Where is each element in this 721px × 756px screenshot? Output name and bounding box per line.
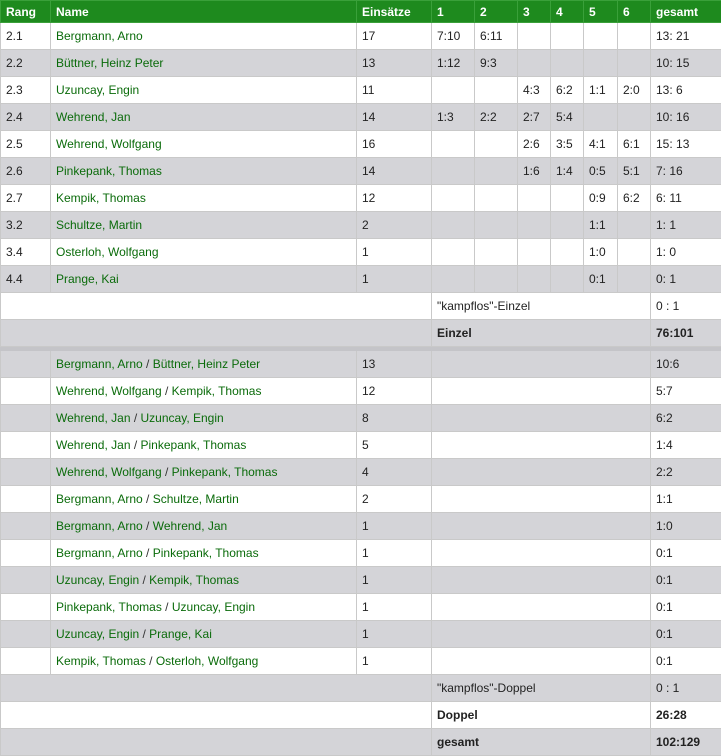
pair-separator: / [143,357,153,371]
set-score-cell [551,50,584,77]
set-score-cell [475,185,518,212]
einsaetze-cell: 8 [357,405,432,432]
pair-separator: / [162,465,172,479]
set-score-cell [475,77,518,104]
set-score-cell: 2:2 [475,104,518,131]
set-score-cell: 6:1 [618,131,651,158]
empty-cell [1,594,51,621]
player-link[interactable]: Pinkepank, Thomas [141,438,247,452]
kampflos-value: 0 : 1 [651,293,721,320]
empty-cell [432,648,651,675]
gesamt-cell: 6: 11 [651,185,721,212]
empty-cell [432,594,651,621]
doubles-name-cell [51,432,357,459]
einsaetze-cell: 13 [357,50,432,77]
player-link[interactable]: Uzuncay, Engin [172,600,255,614]
doubles-name-cell [51,486,357,513]
set-score-cell [618,50,651,77]
header-row [1,1,721,23]
player-link[interactable]: Wehrend, Wolfgang [56,465,162,479]
player-link[interactable]: Uzuncay, Engin [141,411,224,425]
einzel-label: Einzel [432,320,651,347]
player-link[interactable]: Kempik, Thomas [56,654,146,668]
set-score-cell [475,239,518,266]
player-link[interactable]: Wehrend, Wolfgang [56,384,162,398]
player-link[interactable]: Pinkepank, Thomas [56,600,162,614]
set-score-cell [475,266,518,293]
set-score-cell: 1:0 [584,239,618,266]
doubles-name-cell [51,540,357,567]
gesamt-cell: 13: 21 [651,23,721,50]
empty-cell [1,405,51,432]
empty-cell [432,486,651,513]
gesamt-cell: 6:2 [651,405,721,432]
set-score-cell [518,212,551,239]
col-header: 6 [618,1,651,23]
set-score-cell: 5:1 [618,158,651,185]
set-score-cell: 1:6 [518,158,551,185]
einsaetze-cell: 16 [357,131,432,158]
set-score-cell [518,266,551,293]
empty-cell [432,459,651,486]
pair-separator: / [162,600,172,614]
player-link[interactable]: Wehrend, Wolfgang [51,131,357,158]
set-score-cell [551,212,584,239]
einsaetze-cell: 4 [357,459,432,486]
col-header: 5 [584,1,618,23]
col-header: Rang [1,1,51,23]
player-link[interactable]: Wehrend, Jan [56,438,131,452]
gesamt-cell: 0:1 [651,567,721,594]
player-link[interactable]: Osterloh, Wolfgang [51,239,357,266]
set-score-cell: 2:0 [618,77,651,104]
set-score-cell [618,104,651,131]
gesamt-cell: 1:4 [651,432,721,459]
einsaetze-cell: 5 [357,432,432,459]
player-link[interactable]: Bergmann, Arno [56,492,143,506]
einsaetze-cell: 14 [357,158,432,185]
gesamt-cell: 1:1 [651,486,721,513]
empty-cell [1,729,432,756]
doubles-name-cell [51,459,357,486]
doubles-kampflos-row [1,675,721,702]
set-score-cell [432,131,475,158]
player-link[interactable]: Kempik, Thomas [172,384,262,398]
doubles-name-cell [51,648,357,675]
empty-cell [1,540,51,567]
player-link[interactable]: Bergmann, Arno [56,519,143,533]
player-link[interactable]: Uzuncay, Engin [56,627,139,641]
pair-separator: / [131,438,141,452]
doubles-row [1,405,721,432]
gesamt-cell: 0:1 [651,594,721,621]
empty-cell [1,621,51,648]
einsaetze-cell: 2 [357,486,432,513]
set-score-cell [618,239,651,266]
gesamt-cell: 15: 13 [651,131,721,158]
einsaetze-cell: 1 [357,567,432,594]
empty-cell [432,567,651,594]
gesamt-cell: 10: 16 [651,104,721,131]
set-score-cell: 3:5 [551,131,584,158]
set-score-cell [475,131,518,158]
set-score-cell [475,212,518,239]
einsaetze-cell: 17 [357,23,432,50]
doubles-name-cell [51,594,357,621]
empty-cell [1,378,51,405]
rang-cell: 2.1 [1,23,51,50]
einsaetze-cell: 12 [357,185,432,212]
doubles-row [1,594,721,621]
set-score-cell: 0:1 [584,266,618,293]
singles-kampflos-row [1,293,721,320]
empty-cell [432,540,651,567]
player-link[interactable]: Uzuncay, Engin [56,573,139,587]
pair-separator: / [131,411,141,425]
set-score-cell [551,266,584,293]
gesamt-cell: 1:0 [651,513,721,540]
einsaetze-cell: 1 [357,621,432,648]
einsaetze-cell: 1 [357,266,432,293]
player-link[interactable]: Bergmann, Arno [56,357,143,371]
set-score-cell [584,50,618,77]
empty-cell [432,513,651,540]
gesamt-cell: 0:1 [651,621,721,648]
set-score-cell: 4:3 [518,77,551,104]
player-link[interactable]: Kempik, Thomas [149,573,239,587]
singles-row [1,239,721,266]
doubles-name-cell [51,513,357,540]
kampflos-label: "kampflos"-Doppel [432,675,651,702]
pair-separator: / [143,492,153,506]
singles-row [1,131,721,158]
doubles-name-cell [51,405,357,432]
set-score-cell [518,185,551,212]
empty-cell [432,351,651,378]
pair-separator: / [162,384,172,398]
rang-cell: 2.4 [1,104,51,131]
doubles-row [1,621,721,648]
empty-cell [1,486,51,513]
set-score-cell: 6:11 [475,23,518,50]
rang-cell: 3.4 [1,239,51,266]
doubles-row [1,378,721,405]
set-score-cell: 0:5 [584,158,618,185]
player-link[interactable]: Schultze, Martin [153,492,239,506]
rang-cell: 2.3 [1,77,51,104]
set-score-cell [518,50,551,77]
set-score-cell: 1:3 [432,104,475,131]
player-link[interactable]: Pinkepank, Thomas [153,546,259,560]
doppel-total: 26:28 [651,702,721,729]
gesamt-cell: 0:1 [651,648,721,675]
set-score-cell: 2:7 [518,104,551,131]
singles-row [1,23,721,50]
doubles-row [1,459,721,486]
player-link[interactable]: Bergmann, Arno [56,546,143,560]
gesamt-cell: 13: 6 [651,77,721,104]
empty-cell [432,432,651,459]
doppel-label: Doppel [432,702,651,729]
einsaetze-cell: 1 [357,594,432,621]
player-link[interactable]: Bergmann, Arno [51,23,357,50]
pair-separator: / [139,627,149,641]
empty-cell [1,432,51,459]
set-score-cell [432,77,475,104]
col-header: 1 [432,1,475,23]
player-link[interactable]: Osterloh, Wolfgang [156,654,259,668]
player-link[interactable]: Wehrend, Jan [153,519,228,533]
col-header: 4 [551,1,584,23]
empty-cell [1,459,51,486]
gesamt-cell: 7: 16 [651,158,721,185]
singles-row [1,50,721,77]
rang-cell: 4.4 [1,266,51,293]
pair-separator: / [143,546,153,560]
rang-cell: 3.2 [1,212,51,239]
singles-row [1,185,721,212]
empty-cell [1,675,432,702]
set-score-cell: 4:1 [584,131,618,158]
einsaetze-cell: 1 [357,648,432,675]
player-link[interactable]: Büttner, Heinz Peter [153,357,260,371]
set-score-cell: 2:6 [518,131,551,158]
set-score-cell: 6:2 [551,77,584,104]
set-score-cell: 1:1 [584,77,618,104]
empty-cell [432,378,651,405]
einsaetze-cell: 1 [357,540,432,567]
doubles-name-cell [51,351,357,378]
set-score-cell [551,185,584,212]
gesamt-cell: 1: 1 [651,212,721,239]
empty-cell [1,567,51,594]
empty-cell [1,351,51,378]
grand-total: 102:129 [651,729,721,756]
doubles-row [1,540,721,567]
set-score-cell [618,212,651,239]
set-score-cell [432,185,475,212]
rang-cell: 2.7 [1,185,51,212]
singles-row [1,158,721,185]
empty-cell [1,320,432,347]
set-score-cell: 1:12 [432,50,475,77]
set-score-cell [518,239,551,266]
col-header: 3 [518,1,551,23]
set-score-cell [475,158,518,185]
player-link[interactable]: Schultze, Martin [51,212,357,239]
einsaetze-cell: 2 [357,212,432,239]
set-score-cell: 9:3 [475,50,518,77]
col-header: 2 [475,1,518,23]
einzel-total: 76:101 [651,320,721,347]
doubles-name-cell [51,567,357,594]
gesamt-label: gesamt [432,729,651,756]
gesamt-cell: 1: 0 [651,239,721,266]
player-link[interactable]: Pinkepank, Thomas [172,465,278,479]
rang-cell: 2.6 [1,158,51,185]
singles-row [1,77,721,104]
empty-cell [1,702,432,729]
einsaetze-cell: 14 [357,104,432,131]
grand-total-row [1,729,721,756]
einsaetze-cell: 1 [357,513,432,540]
set-score-cell [432,158,475,185]
player-link[interactable]: Wehrend, Jan [56,411,131,425]
rang-cell: 2.2 [1,50,51,77]
col-header: Einsätze [357,1,432,23]
set-score-cell [618,266,651,293]
gesamt-cell: 5:7 [651,378,721,405]
gesamt-cell: 10:6 [651,351,721,378]
singles-total-row [1,320,721,347]
player-link[interactable]: Kempik, Thomas [51,185,357,212]
set-score-cell [551,23,584,50]
set-score-cell: 5:4 [551,104,584,131]
set-score-cell [551,239,584,266]
doubles-row [1,432,721,459]
rang-cell: 2.5 [1,131,51,158]
set-score-cell [518,23,551,50]
set-score-cell: 7:10 [432,23,475,50]
singles-row [1,266,721,293]
set-score-cell [618,23,651,50]
gesamt-cell: 0: 1 [651,266,721,293]
gesamt-cell: 10: 15 [651,50,721,77]
einsaetze-cell: 1 [357,239,432,266]
empty-cell [432,405,651,432]
set-score-cell: 6:2 [618,185,651,212]
einsaetze-cell: 13 [357,351,432,378]
doubles-name-cell [51,621,357,648]
doubles-name-cell [51,378,357,405]
set-score-cell [432,239,475,266]
gesamt-cell: 2:2 [651,459,721,486]
set-score-cell: 0:9 [584,185,618,212]
doubles-total-row [1,702,721,729]
doubles-row [1,351,721,378]
empty-cell [1,293,432,320]
col-header: Name [51,1,357,23]
pair-separator: / [146,654,156,668]
player-link[interactable]: Wehrend, Jan [51,104,357,131]
empty-cell [432,621,651,648]
set-score-cell: 1:1 [584,212,618,239]
player-link[interactable]: Büttner, Heinz Peter [51,50,357,77]
empty-cell [1,648,51,675]
pair-separator: / [143,519,153,533]
gesamt-cell: 0:1 [651,540,721,567]
pair-separator: / [139,573,149,587]
doubles-row [1,648,721,675]
empty-cell [1,513,51,540]
doubles-row [1,486,721,513]
set-score-cell [432,212,475,239]
set-score-cell [432,266,475,293]
einsaetze-cell: 12 [357,378,432,405]
singles-row [1,212,721,239]
player-link[interactable]: Pinkepank, Thomas [51,158,357,185]
player-link[interactable]: Prange, Kai [149,627,212,641]
einsaetze-cell: 11 [357,77,432,104]
set-score-cell [584,104,618,131]
singles-row [1,104,721,131]
col-header: gesamt [651,1,721,23]
doubles-row [1,567,721,594]
set-score-cell [584,23,618,50]
doubles-row [1,513,721,540]
player-link[interactable]: Prange, Kai [51,266,357,293]
set-score-cell: 1:4 [551,158,584,185]
player-link[interactable]: Uzuncay, Engin [51,77,357,104]
kampflos-label: "kampflos"-Einzel [432,293,651,320]
kampflos-value: 0 : 1 [651,675,721,702]
